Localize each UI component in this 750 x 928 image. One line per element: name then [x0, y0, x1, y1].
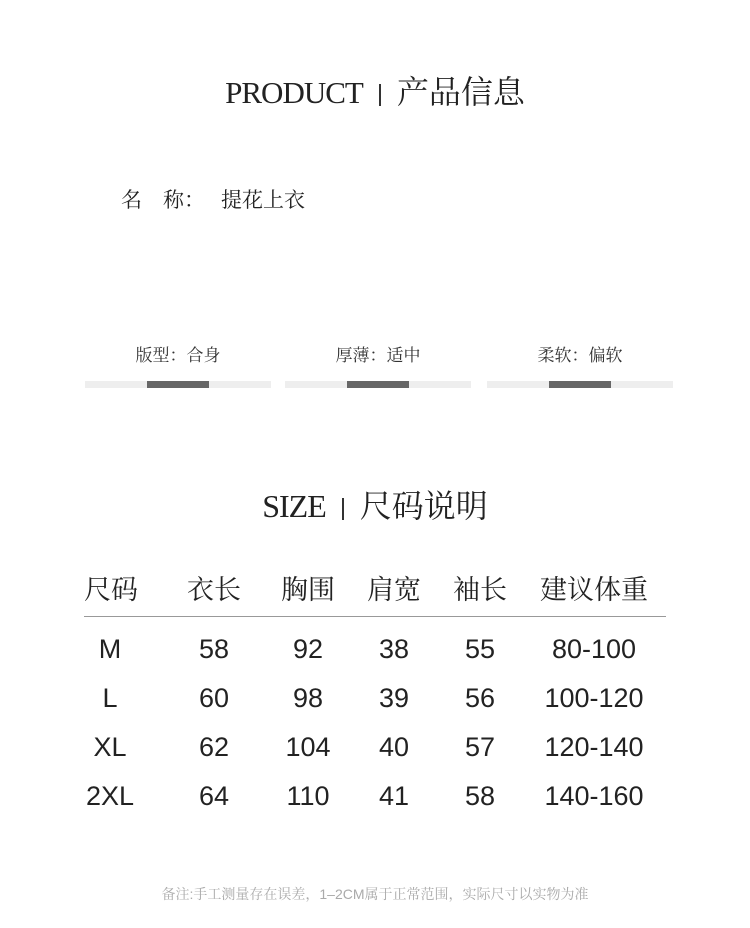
measurement-note: 备注:手工测量存在误差，1–2CM属于正常范围，实际尺寸以实物为准 — [161, 886, 589, 902]
cell-sleeve: 57 — [464, 732, 496, 762]
cell-shoulder: 38 — [378, 634, 410, 664]
attribute-fit-track — [85, 381, 271, 388]
cell-sleeve: 56 — [464, 683, 496, 713]
table-row — [84, 723, 666, 772]
attribute-softness-indicator — [549, 381, 611, 388]
size-table-header — [84, 566, 666, 617]
cell-size: M — [98, 634, 122, 664]
cell-weight: 80-100 — [551, 634, 637, 664]
table-row — [84, 772, 666, 821]
header-size: 尺码 — [84, 575, 138, 605]
cell-chest: 98 — [292, 683, 324, 713]
cell-weight: 120-140 — [544, 732, 644, 762]
attribute-fit-indicator — [147, 381, 209, 388]
header-sleeve: 袖长 — [453, 575, 507, 605]
cell-shoulder: 40 — [378, 732, 410, 762]
product-section-title — [0, 72, 750, 112]
size-title-en: SIZE — [262, 488, 326, 524]
header-weight: 建议体重 — [540, 575, 648, 605]
cell-size: 2XL — [85, 781, 135, 811]
cell-size: XL — [93, 732, 127, 762]
cell-chest: 110 — [286, 781, 330, 811]
cell-weight: 140-160 — [544, 781, 644, 811]
attribute-fit-text: 版型：合身 — [135, 346, 221, 365]
attribute-thickness-track — [285, 381, 471, 388]
product-name-value: 提花上衣 — [221, 189, 305, 212]
cell-length: 58 — [198, 634, 230, 664]
cell-length: 62 — [198, 732, 230, 762]
attribute-thickness — [285, 344, 471, 390]
cell-length: 64 — [198, 781, 230, 811]
header-shoulder: 肩宽 — [367, 575, 421, 605]
size-table-body — [84, 617, 666, 821]
table-row — [84, 674, 666, 723]
product-title-en: PRODUCT — [225, 75, 363, 110]
cell-length: 60 — [198, 683, 230, 713]
attribute-softness-track — [487, 381, 673, 388]
title-separator — [379, 84, 381, 106]
attribute-softness-text: 柔软：偏软 — [537, 346, 623, 365]
attribute-softness — [487, 344, 673, 390]
attribute-thickness-indicator — [347, 381, 409, 388]
product-title-cn: 产品信息 — [396, 74, 525, 110]
size-title-cn: 尺码说明 — [359, 488, 488, 524]
attribute-thickness-text: 厚薄：适中 — [335, 346, 421, 365]
header-chest: 胸围 — [281, 575, 335, 605]
cell-chest: 104 — [285, 732, 331, 762]
cell-sleeve: 55 — [464, 634, 496, 664]
cell-weight: 100-120 — [544, 683, 644, 713]
size-section-title — [0, 486, 750, 526]
size-table — [84, 566, 666, 821]
table-row — [84, 625, 666, 674]
title-separator — [342, 498, 344, 520]
header-length: 衣长 — [187, 575, 241, 605]
product-name-label: 名 称： — [121, 189, 205, 212]
product-name-row — [121, 186, 305, 216]
cell-shoulder: 39 — [378, 683, 410, 713]
cell-sleeve: 58 — [464, 781, 496, 811]
cell-shoulder: 41 — [378, 781, 410, 811]
attribute-fit — [85, 344, 271, 390]
cell-chest: 92 — [292, 634, 324, 664]
cell-size: L — [102, 683, 118, 713]
